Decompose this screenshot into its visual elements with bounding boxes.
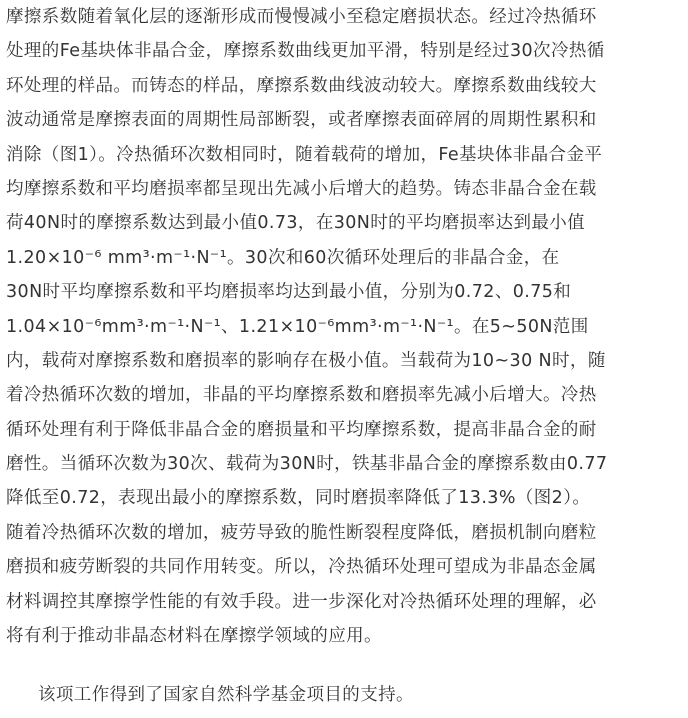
paragraph-line: 着冷热循环次数的增加，非晶的平均摩擦系数和磨损率先减小后增大。冷热 (6, 385, 597, 406)
paragraph-line: 环处理的样品。而铸态的样品，摩擦系数曲线波动较大。摩擦系数曲线较大 (6, 75, 597, 96)
paragraph-line: 材料调控其摩擦学性能的有效手段。进一步深化对冷热循环处理的理解，必 (6, 591, 597, 612)
paragraph-line: 1.20×10⁻⁶ mm³·m⁻¹·N⁻¹。30次和60次循环处理后的非晶合金，在 (6, 247, 560, 268)
paragraph-line: 随着冷热循环次数的增加，疲劳导致的脆性断裂程度降低，磨损机制向磨粒 (6, 522, 597, 543)
paragraph-line: 30N时平均摩擦系数和平均磨损率均达到最小值，分别为0.72、0.75和 (6, 282, 572, 303)
paragraph-line: 1.04×10⁻⁶mm³·m⁻¹·N⁻¹、1.21×10⁻⁶mm³·m⁻¹·N⁻¹。在5~50N范围 (6, 316, 589, 337)
paragraph-line: 内，载荷对摩擦系数和磨损率的影响存在极小值。当载荷为10~30 N时，随 (6, 350, 606, 371)
paragraph-line: 摩擦系数随着氧化层的逐渐形成而慢慢减小至稳定磨损状态。经过冷热循环 (6, 7, 597, 27)
article-body (6, 0, 686, 653)
paragraph-line: 降低至0.72，表现出最小的摩擦系数，同时磨损率降低了13.3%（图2）。 (6, 488, 591, 509)
paragraph-line: 处理的Fe基块体非晶合金，摩擦系数曲线更加平滑，特别是经过30次冷热循 (6, 41, 605, 62)
main-paragraph (6, 0, 686, 653)
paragraph-line: 磨性。当循环次数为30次、载荷为30N时，铁基非晶合金的摩擦系数由0.77 (6, 454, 608, 475)
paragraph-line: 均摩擦系数和平均磨损率都呈现出先减小后增大的趋势。铸态非晶合金在载 (6, 178, 597, 199)
acknowledgement-text: 该项工作得到了国家自然科学基金项目的支持。 (38, 685, 414, 705)
paragraph-line: 循环处理有利于降低非晶合金的磨损量和平均摩擦系数，提高非晶合金的耐 (6, 419, 597, 440)
paragraph-line: 消除（图1）。冷热循环次数相同时，随着载荷的增加，Fe基块体非晶合金平 (6, 144, 603, 165)
paragraph-line: 将有利于推动非晶态材料在摩擦学领域的应用。 (6, 626, 382, 647)
paragraph-line: 荷40N时的摩擦系数达到最小值0.73，在30N时的平均磨损率达到最小值 (6, 213, 586, 234)
paragraph-line: 磨损和疲劳断裂的共同作用转变。所以，冷热循环处理可望成为非晶态金属 (6, 557, 597, 578)
paragraph-line: 波动通常是摩擦表面的周期性局部断裂，或者摩擦表面碎屑的周期性累积和 (6, 110, 597, 131)
